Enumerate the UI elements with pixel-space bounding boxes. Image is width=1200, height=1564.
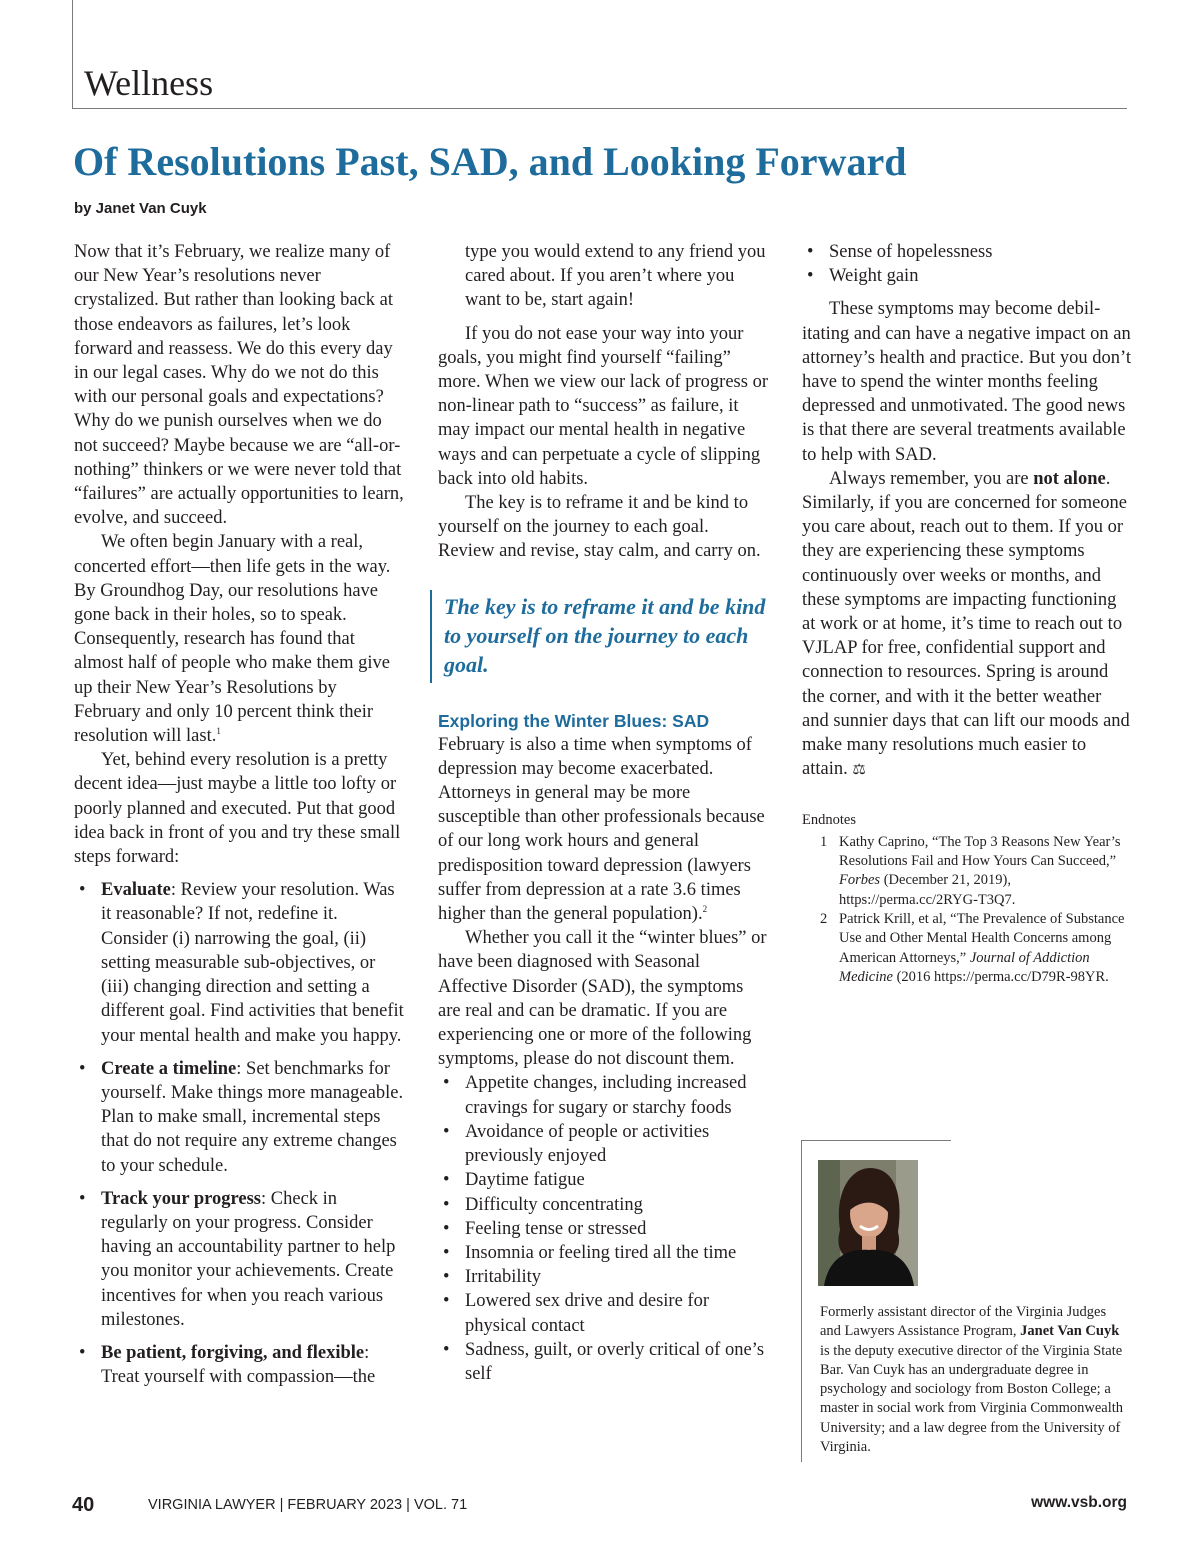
- pull-quote: The key is to reframe it and be kind to yourself on the journey to each goal.: [430, 590, 768, 683]
- list-item: • Daytime fatigue: [438, 1168, 768, 1192]
- bullet-icon: •: [79, 1058, 86, 1079]
- page-number: 40: [72, 1494, 95, 1516]
- bullet-icon: •: [443, 1170, 450, 1191]
- author-bio: Formerly assistant director of the Virginia Judges and Lawyers Assistance Program, Janet Van Cuyk is the deputy executive director of the Virginia State Bar. Van Cuyk has an undergraduate degree in psychology and sociology from Boston College; a master in social work from Virginia Commonwealth University; and a law degree from the University of Virginia.: [820, 1304, 1124, 1456]
- list-item: • Insomnia or feeling tired all the time: [438, 1241, 768, 1265]
- bullet-icon: •: [807, 242, 814, 262]
- list-item: • Appetite changes, including increased cravings for sugary or starchy foods: [443, 1073, 747, 1118]
- section-rule-horizontal: [72, 108, 1127, 109]
- paragraph: type you would extend to any friend you cared about. If you aren’t where you want to be, start again!: [465, 242, 766, 311]
- column-1: [74, 240, 404, 1389]
- column-3: [802, 240, 1132, 987]
- section-subhead: Exploring the Winter Blues: SAD: [438, 710, 710, 731]
- publication-line: VIRGINIA LAWYER | FEBRUARY 2023 | VOL. 71: [148, 1497, 468, 1513]
- paragraph: These symptoms may become debilitating and can have a negative impact on an attorney’s health and practice. But you don’t have to spend the winter months feeling depressed and unmotivated. The good news is that there are several treatments available to help with SAD.: [802, 299, 1131, 465]
- steps-list: [74, 878, 404, 1389]
- list-item: • Weight gain: [802, 264, 1132, 288]
- endnote: 2 Patrick Krill, et al, “The Prevalence of Substance Use and Other Mental Health Concerns among American Attorneys,” Journal of Addiction Medicine (2016 https://perma.cc/D79R-98YR.: [820, 910, 1125, 985]
- list-item: • Irritability: [438, 1265, 768, 1289]
- paragraph: Yet, behind every resolution is a pretty decent idea—just maybe a little too lofty or poorly planned and executed. Put that good idea back in front of you and try these small steps forward:: [74, 750, 401, 868]
- website-link[interactable]: www.vsb.org: [1031, 1494, 1127, 1511]
- symptom-list-continued: [802, 240, 1132, 288]
- footnote-ref: 2: [702, 903, 708, 914]
- author-photo: [818, 1160, 918, 1286]
- bio-rule-horizontal: [801, 1140, 951, 1141]
- bullet-icon: •: [79, 1188, 86, 1209]
- endnotes-heading: Endnotes: [802, 812, 856, 829]
- bullet-icon: •: [443, 1242, 450, 1263]
- list-item: • Feeling tense or stressed: [438, 1217, 768, 1241]
- scales-end-mark-icon: ⚖: [852, 760, 866, 779]
- bullet-icon: •: [443, 1267, 450, 1288]
- list-item: • Evaluate: Review your resolution. Was it reasonable? If not, redefine it. Consider (i) narrowing the goal, (ii) setting measurable sub-objectives, or (iii) changing direction and setting a different goal. Find activities that benefit your mental health and make you happy.: [79, 880, 404, 1046]
- paragraph: We often begin January with a real, concerted effort—then life gets in the way. By Groundhog Day, our resolutions have gone back in their holes, so to speak. Consequently, research has found that almost half of people who make them give up their New Year’s Resolutions by February and only 10 percent think their resolution will last.$^1$: [74, 532, 391, 747]
- author-name: Janet Van Cuyk: [1020, 1323, 1120, 1340]
- paragraph: Now that it’s February, we realize many of our New Year’s resolutions never crystalized. But rather than looking back at those endeavors as failures, let’s look forward and reassess. We do this every day in our legal cases. Why do we not do this with our personal goals and expectations? Why do we punish ourselves when we do not succeed? Maybe because we are “all-or-nothing” thinkers or we were never told that “failures” are actually opportunities to learn, evolve, and succeed.: [74, 242, 404, 529]
- list-item: • Difficulty concentrating: [438, 1193, 768, 1217]
- bullet-icon: •: [79, 1342, 86, 1363]
- list-item: • Track your progress: Check in regularly on your progress. Consider having an accountability partner to help you monitor your achievements. Create incentives for when you reach various milestones.: [79, 1188, 396, 1330]
- bio-rule-vertical: [801, 1140, 802, 1462]
- bullet-icon: •: [443, 1339, 450, 1360]
- list-item: • Lowered sex drive and desire for physical contact: [443, 1291, 709, 1336]
- bullet-icon: •: [443, 1218, 450, 1239]
- list-item: • Sadness, guilt, or overly critical of one’s self: [443, 1339, 765, 1384]
- paragraph: If you do not ease your way into your goals, you might find yourself “failing” more. When we view our lack of progress or non-linear path to “success” as failure, it may impact our mental health in negative ways and can perpetuate a cycle of slipping back into old habits.: [438, 323, 768, 489]
- paragraph: February is also a time when symptoms of depression may become exacerbated. Attorneys in general may be more susceptible than other professionals because of our long work hours and general predisposition toward depression (lawyers suffer from depression at a rate 3.6 times higher than the general population).$^2$: [438, 734, 765, 925]
- section-label: Wellness: [84, 63, 214, 103]
- byline: by Janet Van Cuyk: [74, 200, 207, 217]
- section-rule-vertical: [72, 0, 73, 108]
- bullet-icon: •: [443, 1194, 450, 1215]
- endnote: 1 Kathy Caprino, “The Top 3 Reasons New Year’s Resolutions Fail and How Yours Can Succeed,” Forbes (December 21, 2019), https://perma.cc/2RYG-T3Q7.: [820, 833, 1121, 908]
- endnotes: [802, 811, 1132, 987]
- bullet-icon: •: [807, 266, 814, 287]
- page-footer: [72, 1492, 1127, 1518]
- list-item: • Be patient, forgiving, and flexible: Treat yourself with compassion—the: [79, 1342, 376, 1388]
- list-item: • Create a timeline: Set benchmarks for yourself. Make things more manageable. Plan to make small, incremental steps that do not require any extreme changes to your schedule.: [79, 1058, 404, 1176]
- bullet-icon: •: [443, 1073, 450, 1094]
- bullet-icon: •: [79, 880, 86, 901]
- symptom-list: [438, 1071, 768, 1386]
- article-title: Of Resolutions Past, SAD, and Looking Forward: [73, 139, 907, 184]
- list-item: • Avoidance of people or activities previously enjoyed: [443, 1121, 710, 1167]
- column-2: [438, 240, 768, 1386]
- paragraph: Whether you call it the “winter blues” or have been diagnosed with Seasonal Affective Disorder (SAD), the symptoms are real and can be dramatic. If you are experiencing one or more of the following symptoms, please do not discount them.: [438, 928, 767, 1070]
- bullet-icon: •: [443, 1121, 450, 1142]
- list-item: • Sense of hopelessness: [802, 240, 1132, 264]
- bullet-icon: •: [443, 1291, 450, 1312]
- paragraph: Always remember, you are not alone. Similarly, if you are concerned for someone you care about, reach out to them. If you or they are experiencing these symptoms continuously over weeks or months, and these symptoms are impacting functioning at work or at home, it’s time to reach out to VJLAP for free, confidential support and connection to resources. Spring is around the corner, and with it the better weather and sunnier days that can lift our moods and make many resolutions much easier to attain. ⚖: [802, 468, 1130, 780]
- paragraph: The key is to reframe it and be kind to yourself on the journey to each goal. Review and revise, stay calm, and carry on.: [438, 493, 761, 562]
- footnote-ref: 1: [216, 725, 221, 736]
